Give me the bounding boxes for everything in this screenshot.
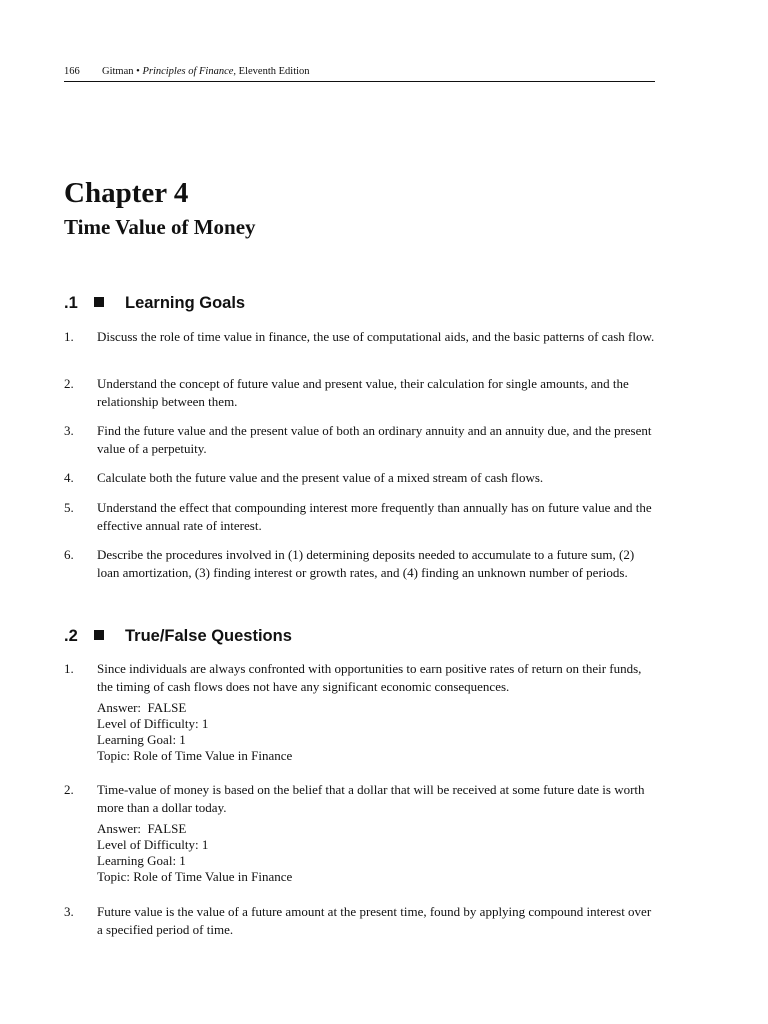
learning-goal-item [64,499,655,534]
item-text: Understand the effect that compounding interest more frequently than annually has on future value and the effective annual rate of interest. [97,500,652,533]
edition: Eleventh Edition [238,66,310,77]
item-number: 5. [64,500,74,515]
learning-goal-item [64,422,655,457]
section-number: .1 [64,294,78,312]
question-number: 1. [64,661,74,676]
question-item [64,660,655,764]
topic: Topic: Role of Time Value in Finance [97,748,293,763]
topic: Topic: Role of Time Value in Finance [97,869,293,884]
book-title: Principles of Finance, [142,66,237,77]
item-number: 6. [64,547,74,562]
question-text: Time-value of money is based on the belief that a dollar that will be received at some future date is worth more than a dollar today. [97,782,645,815]
learning-goal-item [64,328,655,346]
author-name: Gitman [102,66,134,77]
learning-goal-item [64,469,655,487]
answer: Answer: FALSE [97,821,187,836]
section-title: True/False Questions [125,627,292,645]
item-text: Understand the concept of future value and present value, their calculation for single amounts, and the relationship between them. [97,376,629,409]
difficulty: Level of Difficulty: 1 [97,837,209,852]
learning-goal: Learning Goal: 1 [97,853,186,868]
question-number: 3. [64,904,74,919]
item-number: 3. [64,423,74,438]
chapter-title: Time Value of Money [64,215,256,239]
separator-bullet: • [136,66,140,77]
answer: Answer: FALSE [97,700,187,715]
difficulty: Level of Difficulty: 1 [97,716,209,731]
item-number: 4. [64,470,74,485]
item-text: Calculate both the future value and the present value of a mixed stream of cash flows. [97,470,544,485]
section-heading-true-false [64,626,292,646]
question-text: Future value is the value of a future amount at the present time, found by applying compound interest over a specified period of time. [97,904,652,937]
item-number: 1. [64,329,74,344]
question-meta [97,700,655,764]
section-heading-learning-goals [64,293,245,313]
item-number: 2. [64,376,74,391]
learning-goal-item [64,375,655,410]
header-rule [64,81,655,82]
learning-goal-item [64,546,655,581]
item-text: Describe the procedures involved in (1) determining deposits needed to accumulate to a future sum, (2) loan amortization, (3) finding interest or growth rates, and (4) finding an unknown number of periods. [97,547,635,580]
question-meta [97,821,655,885]
question-item [64,781,655,885]
chapter-label: Chapter 4 [64,177,189,209]
item-text: Discuss the role of time value in finance, the use of computational aids, and the basic patterns of cash flow. [97,329,655,344]
question-item [64,903,655,938]
section-title: Learning Goals [125,294,246,312]
learning-goal: Learning Goal: 1 [97,732,186,747]
item-text: Find the future value and the present value of both an ordinary annuity and an annuity due, and the present value of a perpetuity. [97,423,652,456]
question-number: 2. [64,782,74,797]
page-number: 166 [64,66,80,77]
square-bullet-icon [94,297,104,307]
section-number: .2 [64,627,78,645]
question-text: Since individuals are always confronted with opportunities to earn positive rates of return on their funds, the timing of cash flows does not have any significant economic consequences. [97,661,642,694]
running-head [64,66,655,78]
square-bullet-icon [94,630,104,640]
